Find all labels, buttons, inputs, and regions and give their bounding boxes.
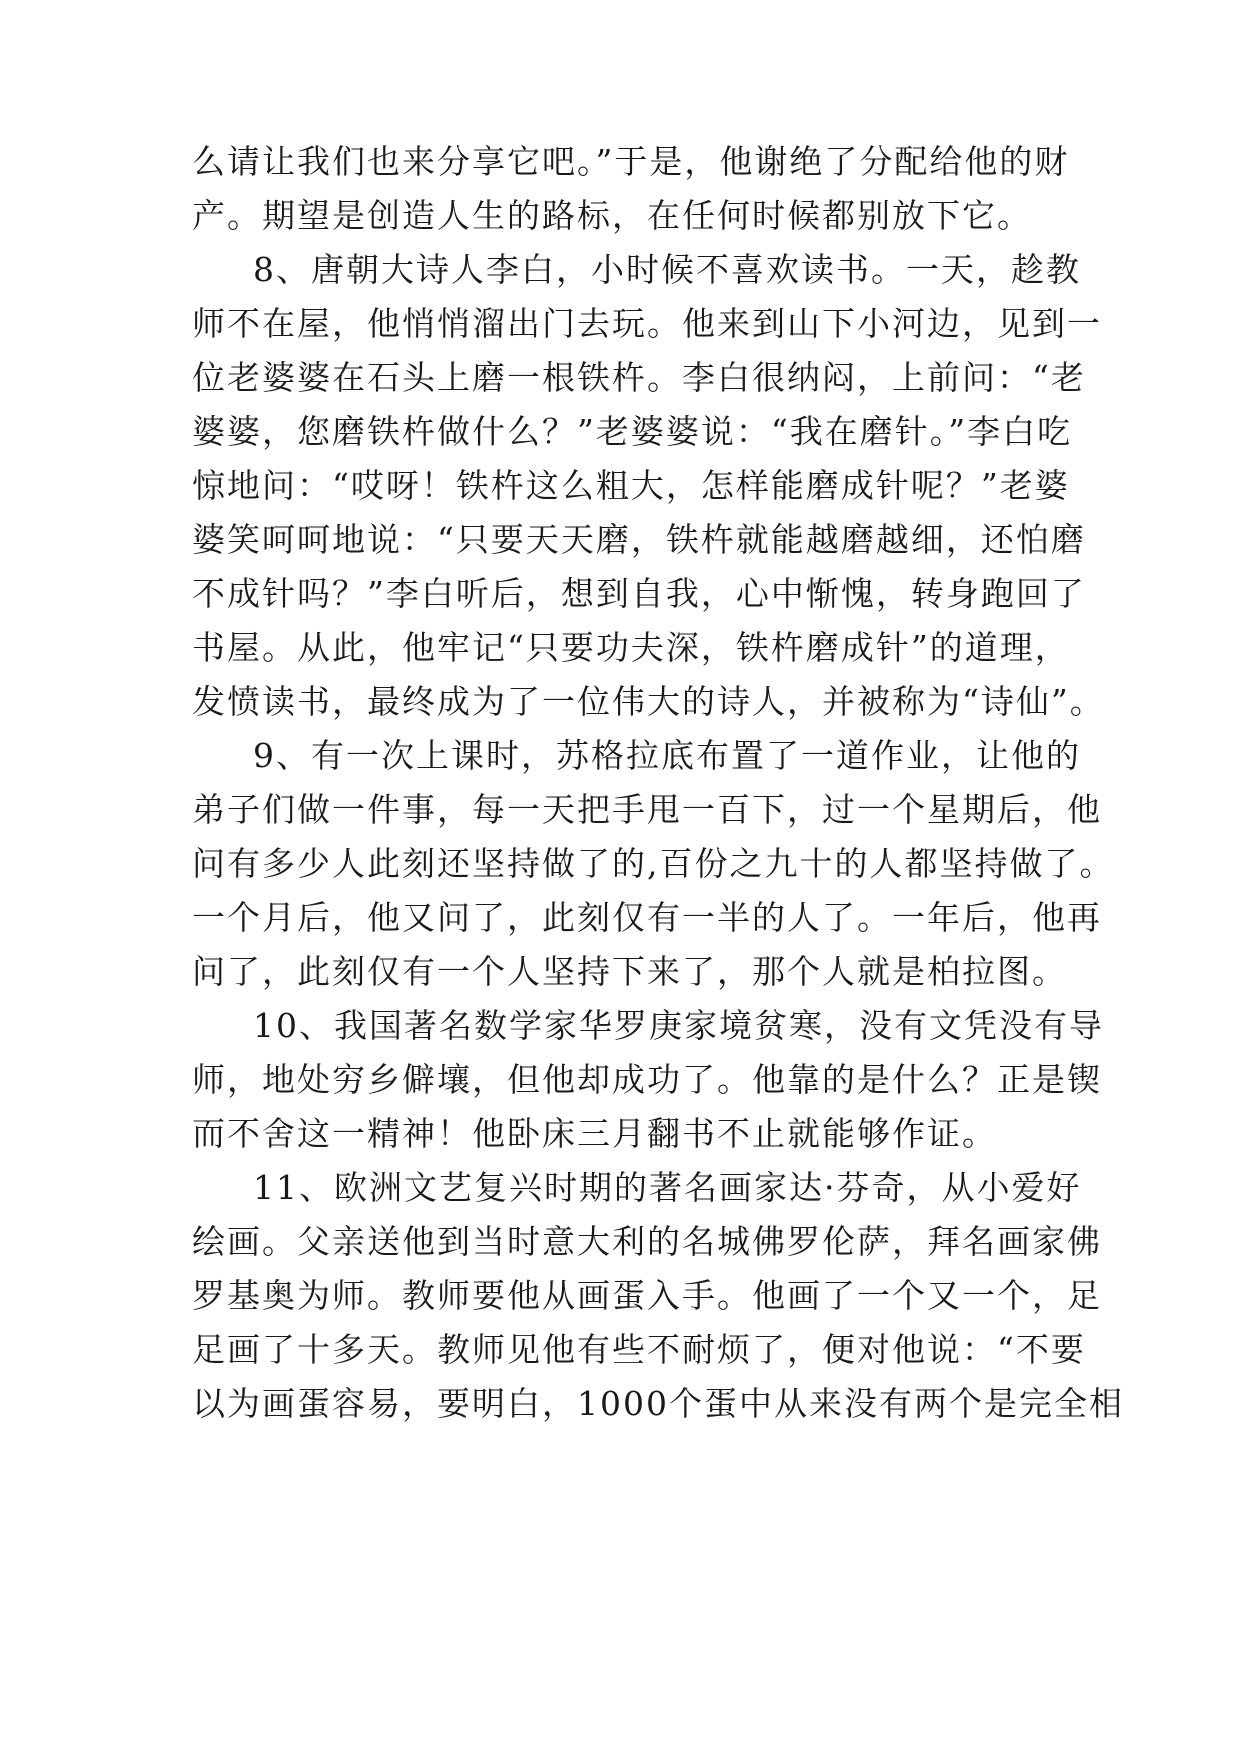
text-line: 婆婆，您磨铁杵做什么？”老婆婆说：“我在磨针。”李白吃 [192,412,1073,451]
paragraph-9-start: 9、有一次上课时，苏格拉底布置了一道作业，让他的 [253,736,1081,775]
text-line: 产。期望是创造人生的路标，在任何时候都别放下它。 [192,196,1032,235]
text-line: 师，地处穷乡僻壤，但他却成功了。他靠的是什么？正是锲 [192,1060,1102,1099]
text-line: 书屋。从此，他牢记“只要功夫深，铁杵磨成针”的道理， [192,628,1070,667]
text-line: 罗基奥为师。教师要他从画蛋入手。他画了一个又一个，足 [192,1276,1102,1315]
text-line: 不成针吗？”李白听后，想到自我，心中惭愧，转身跑回了 [192,574,1086,613]
paragraph-8-start: 8、唐朝大诗人李白，小时候不喜欢读书。一天，趁教 [253,250,1081,289]
text-line: 发愤读书，最终成为了一位伟大的诗人，并被称为“诗仙”。 [192,682,1105,721]
text-line: 惊地问：“哎呀！铁杵这么粗大，怎样能磨成针呢？”老婆 [192,466,1070,505]
paragraph-11-start: 11、欧洲文艺复兴时期的著名画家达·芬奇，从小爱好 [253,1168,1082,1207]
text-line: 绘画。父亲送他到当时意大利的名城佛罗伦萨，拜名画家佛 [192,1222,1102,1261]
text-line: 弟子们做一件事，每一天把手甩一百下，过一个星期后，他 [192,790,1102,829]
text-line: 一个月后，他又问了，此刻仅有一半的人了。一年后，他再 [192,898,1102,937]
text-line: 么请让我们也来分享它吧。”于是，他谢绝了分配给他的财 [192,142,1070,181]
paragraph-10-start: 10、我国著名数学家华罗庚家境贫寒，没有文凭没有导 [253,1006,1104,1045]
text-line: 位老婆婆在石头上磨一根铁杵。李白很纳闷，上前问：“老 [192,358,1086,397]
text-line: 而不舍这一精神！他卧床三月翻书不止就能够作证。 [192,1114,997,1153]
text-line: 婆笑呵呵地说：“只要天天磨，铁杵就能越磨越细，还怕磨 [192,520,1086,559]
text-line: 问有多少人此刻还坚持做了的,百份之九十的人都坚持做了。 [192,844,1115,883]
text-line: 师不在屋，他悄悄溜出门去玩。他来到山下小河边，见到一 [192,304,1102,343]
text-line: 以为画蛋容易，要明白，1000个蛋中从来没有两个是完全相 [192,1384,1124,1423]
text-line: 问了，此刻仅有一个人坚持下来了，那个人就是柏拉图。 [192,952,1067,991]
text-line: 足画了十多天。教师见他有些不耐烦了，便对他说：“不要 [192,1330,1086,1369]
